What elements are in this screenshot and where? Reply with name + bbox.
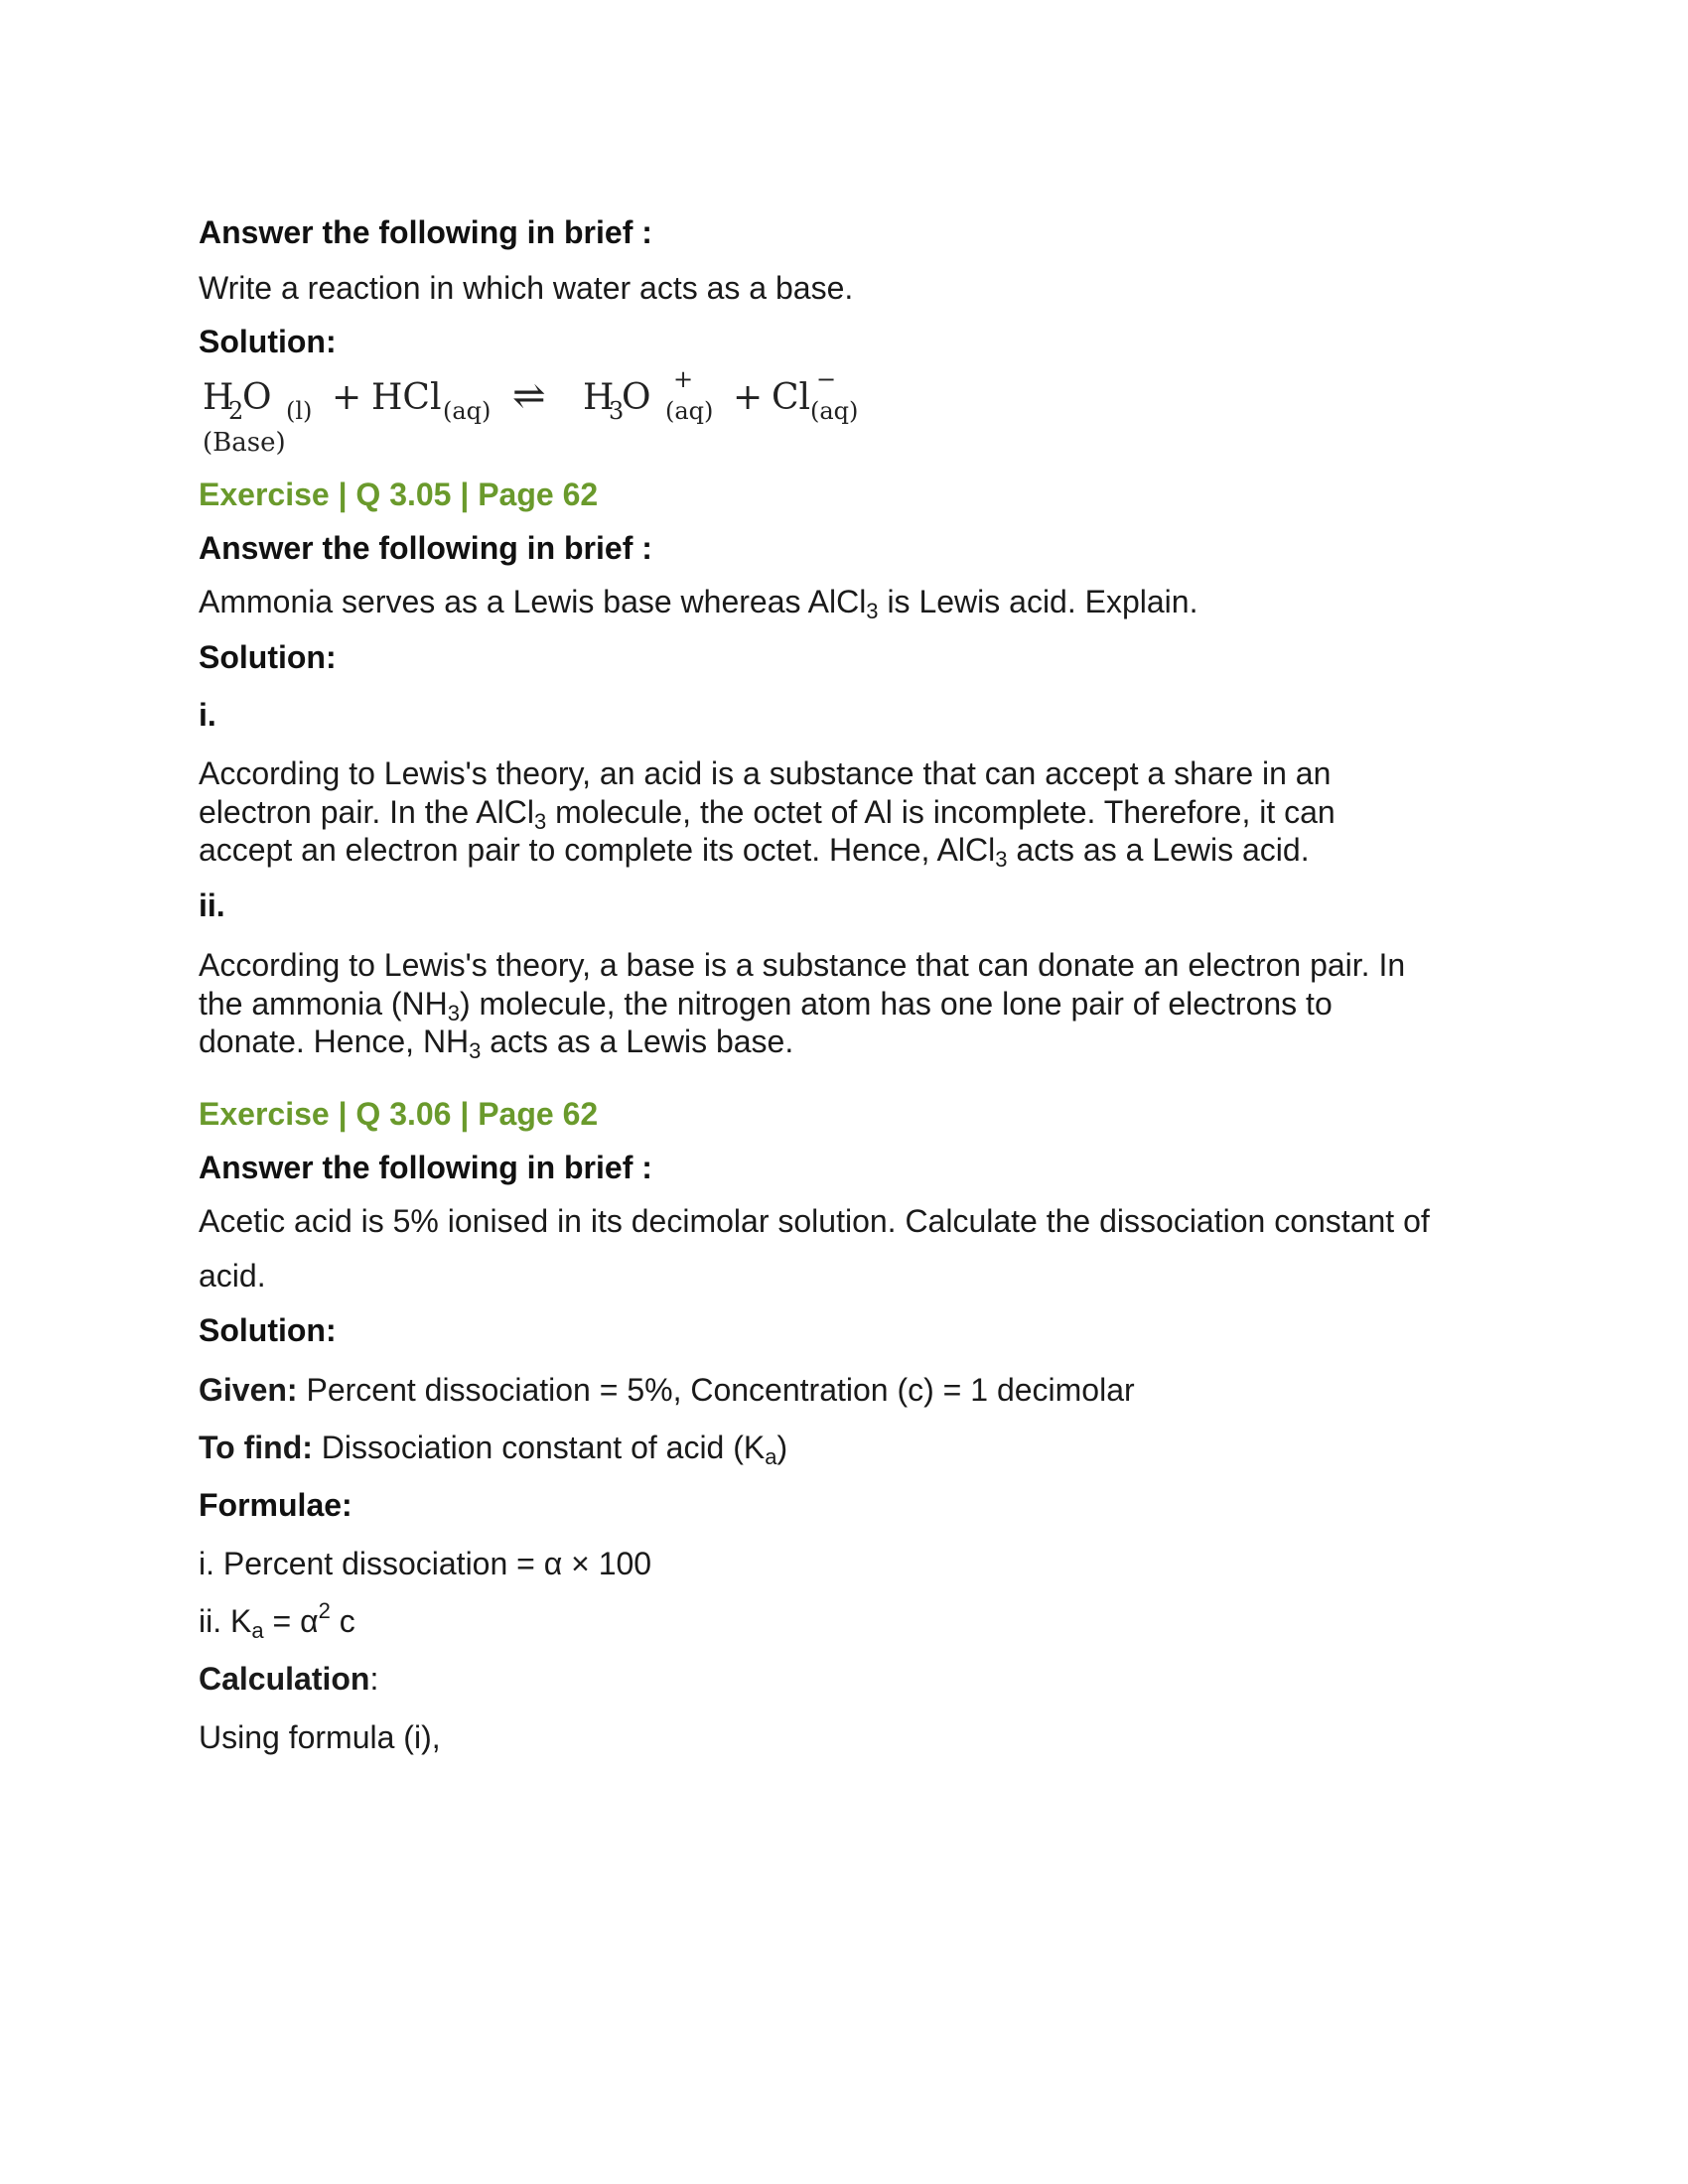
eq-state-aq-3: (aq) xyxy=(810,397,859,425)
q3-tofind-post: ) xyxy=(776,1430,788,1465)
eq-h2o-h: H xyxy=(203,377,234,418)
q2-part2-line2-sub: 3 xyxy=(447,1000,460,1025)
eq-charge-plus: + xyxy=(673,367,694,393)
q2-part1-line1: According to Lewis's theory, an acid is a substance that can accept a share in an xyxy=(199,755,1332,791)
q2-question xyxy=(199,582,1499,621)
q2-part1-label: i. xyxy=(199,697,216,733)
q3-formula2-sub: a xyxy=(251,1618,264,1643)
q3-formula2-post: c xyxy=(330,1603,355,1639)
eq-h3o-o: O xyxy=(622,377,651,418)
eq-plus-2: + xyxy=(733,377,764,418)
q2-solution-label: Solution: xyxy=(199,639,337,675)
q3-solution-label: Solution: xyxy=(199,1312,337,1348)
q3-formulae-label: Formulae: xyxy=(199,1487,352,1523)
q2-part1-line3-sub: 3 xyxy=(995,847,1008,872)
q3-question-line1: Acetic acid is 5% ionised in its decimolar solution. Calculate the dissociation constant of xyxy=(199,1203,1430,1239)
q2-question-sub: 3 xyxy=(866,599,879,623)
q3-calculation-label: Calculation xyxy=(199,1661,370,1697)
q2-prompt: Answer the following in brief : xyxy=(199,530,652,566)
eq-plus-1: + xyxy=(332,377,362,418)
q2-part1-line3-pre: accept an electron pair to complete its octet. Hence, AlCl xyxy=(199,832,996,868)
q2-question-post: is Lewis acid. Explain. xyxy=(878,584,1198,619)
q2-part2-line3-post: acts as a Lewis base. xyxy=(481,1024,794,1059)
q2-part1-line3-post: acts as a Lewis acid. xyxy=(1007,832,1310,868)
q3-calculation-colon: : xyxy=(369,1661,379,1697)
eq-h3o-3: 3 xyxy=(609,397,625,425)
q3-tofind-label: To find: xyxy=(199,1430,313,1465)
q1-prompt: Answer the following in brief : xyxy=(199,214,652,250)
q3-tofind-pre: Dissociation constant of acid (K xyxy=(312,1430,766,1465)
q2-part2-label: ii. xyxy=(199,887,225,923)
eq-base-label: (Base) xyxy=(203,428,286,457)
q3-given-label: Given: xyxy=(199,1372,298,1408)
eq-h3o-h: H xyxy=(583,377,615,418)
q2-part2-line2-pre: the ammonia (NH xyxy=(199,985,448,1022)
eq-h2o-2: 2 xyxy=(228,397,244,425)
q3-using-formula: Using formula (i), xyxy=(199,1719,441,1755)
eq-state-l: (l) xyxy=(286,397,313,425)
eq-equilibrium-arrow: ⇌ xyxy=(512,373,546,419)
q3-exercise-heading: Exercise | Q 3.06 | Page 62 xyxy=(199,1096,599,1132)
q3-given xyxy=(199,1370,1499,1410)
q3-calculation xyxy=(199,1659,1499,1699)
eq-state-aq-2: (aq) xyxy=(665,397,714,425)
q2-part1-line3 xyxy=(199,831,1499,870)
q2-part2-line3-sub: 3 xyxy=(469,1038,482,1063)
q2-exercise-heading: Exercise | Q 3.05 | Page 62 xyxy=(199,477,599,512)
q2-part2-paragraph xyxy=(199,946,1499,1061)
eq-charge-minus: − xyxy=(816,367,837,393)
eq-h2o-o: O xyxy=(242,377,272,418)
q3-prompt: Answer the following in brief : xyxy=(199,1150,652,1185)
reaction-equation xyxy=(203,367,898,457)
q3-tofind-sub: a xyxy=(765,1444,777,1469)
q2-part1-line2 xyxy=(199,793,1499,832)
q3-formula2-sup: 2 xyxy=(318,1598,331,1623)
q2-part2-line3-pre: donate. Hence, NH xyxy=(199,1024,470,1059)
q2-part1-line2-pre: electron pair. In the AlCl xyxy=(199,793,534,830)
q3-question-line2: acid. xyxy=(199,1258,266,1294)
q3-to-find xyxy=(199,1428,1499,1467)
q1-question: Write a reaction in which water acts as a base. xyxy=(199,270,854,306)
eq-state-aq-1: (aq) xyxy=(443,397,492,425)
q3-formula-1: i. Percent dissociation = α × 100 xyxy=(199,1546,652,1581)
q2-part2-line1: According to Lewis's theory, a base is a substance that can donate an electron pair. In xyxy=(199,947,1406,983)
q2-part2-line3 xyxy=(199,1023,1499,1061)
q2-part1-line2-post: molecule, the octet of Al is incomplete. Therefore, it can xyxy=(546,793,1336,830)
q2-question-pre: Ammonia serves as a Lewis base whereas AlCl xyxy=(199,584,867,619)
q2-part1-paragraph xyxy=(199,754,1499,870)
q3-formula2-pre: ii. K xyxy=(199,1603,252,1639)
q2-part2-line2 xyxy=(199,985,1499,1024)
q1-solution-label: Solution: xyxy=(199,324,337,359)
eq-cl: Cl xyxy=(772,377,811,418)
q2-part1-line2-sub: 3 xyxy=(533,808,547,834)
q3-formula-2 xyxy=(199,1598,1499,1643)
eq-hcl: HCl xyxy=(371,377,442,418)
q3-formula2-mid: = α xyxy=(263,1603,319,1639)
q3-given-text: Percent dissociation = 5%, Concentration (c) = 1 decimolar xyxy=(297,1372,1135,1408)
q2-part2-line2-post: ) molecule, the nitrogen atom has one lone pair of electrons to xyxy=(460,985,1333,1022)
